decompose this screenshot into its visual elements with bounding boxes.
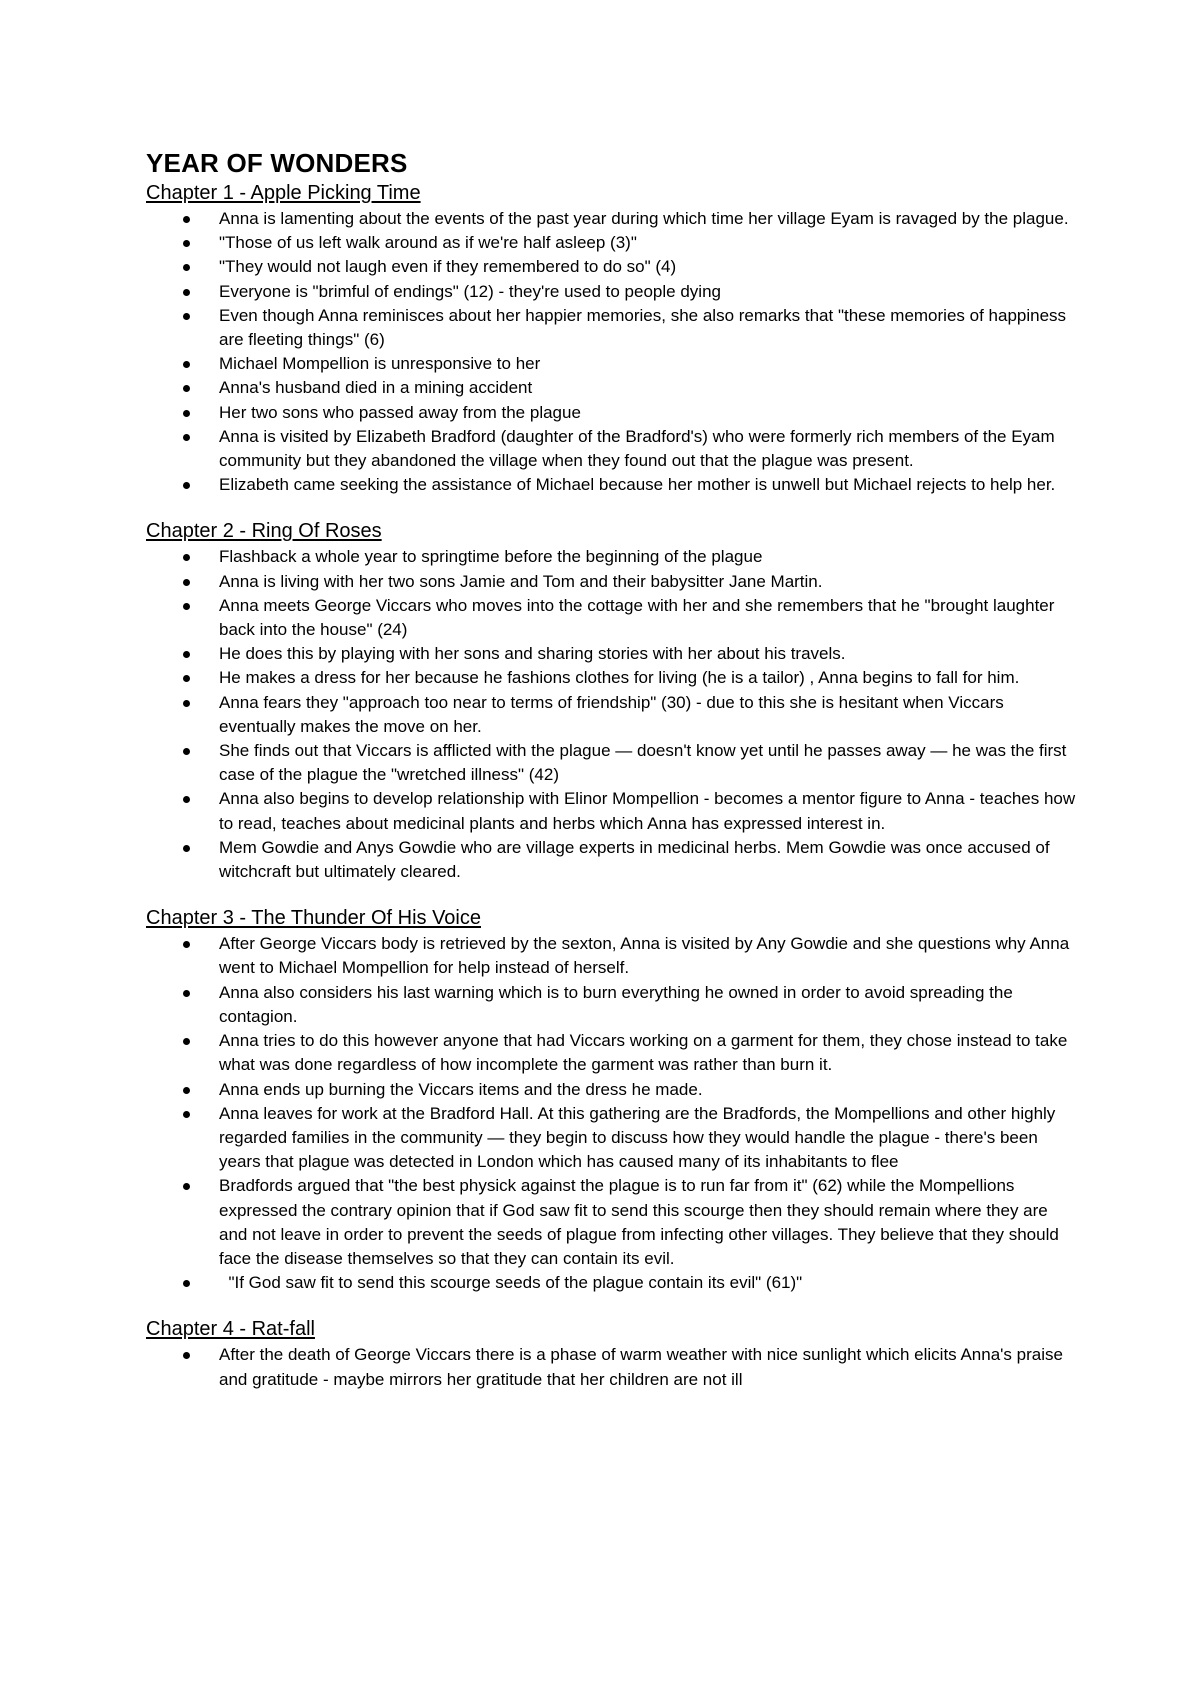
list-item-text: Anna fears they "approach too near to terms of friendship" (30) - due to this she is hesitant when Viccars eventually makes the move on her. bbox=[219, 692, 1004, 736]
list-item-text: After the death of George Viccars there is a phase of warm weather with nice sunlight which elicits Anna's praise and gratitude - maybe mirrors her gratitude that her children are not ill bbox=[219, 1345, 1063, 1389]
bullet-icon bbox=[183, 748, 190, 755]
list-item-text: Mem Gowdie and Anys Gowdie who are village experts in medicinal herbs. Mem Gowdie was once accused of witchcraft but ultimately cleared. bbox=[219, 837, 1050, 882]
bullet-icon bbox=[183, 434, 190, 441]
bullet-icon bbox=[183, 216, 190, 223]
list-item bbox=[146, 280, 1076, 304]
bullet-icon bbox=[183, 410, 190, 417]
bullet-icon bbox=[183, 313, 190, 320]
list-item-text: "If God saw fit to send this scourge seeds of the plague contain its evil" (61)" bbox=[219, 1273, 803, 1293]
list-item-text: Her two sons who passed away from the plague bbox=[219, 402, 581, 422]
list-item bbox=[146, 1343, 1076, 1391]
chapter-4 bbox=[146, 1316, 1076, 1391]
chapter-heading: Chapter 3 - The Thunder Of His Voice bbox=[146, 907, 481, 930]
bullet-icon bbox=[183, 579, 190, 586]
bullet-icon bbox=[183, 1183, 190, 1190]
list-item-text: Anna is living with her two sons Jamie and Tom and their babysitter Jane Martin. bbox=[219, 571, 823, 591]
list-item-text: Elizabeth came seeking the assistance of Michael because her mother is unwell but Michael rejects to help her. bbox=[219, 475, 1056, 495]
bullet-icon bbox=[183, 361, 190, 368]
bullet-icon bbox=[183, 554, 190, 561]
bullet-list bbox=[146, 207, 1076, 497]
bullet-icon bbox=[183, 1280, 190, 1287]
chapter-heading: Chapter 1 - Apple Picking Time bbox=[146, 182, 421, 204]
bullet-list bbox=[146, 932, 1076, 1295]
bullet-list bbox=[146, 545, 1076, 884]
chapter-2 bbox=[146, 518, 1076, 884]
list-item bbox=[146, 642, 1076, 666]
list-item-text: "They would not laugh even if they remembered to do so" (4) bbox=[219, 257, 677, 277]
list-item bbox=[146, 739, 1076, 787]
document-title: YEAR OF WONDERS bbox=[146, 148, 408, 178]
list-item-text: Michael Mompellion is unresponsive to her bbox=[219, 354, 541, 374]
bullet-icon bbox=[183, 990, 190, 997]
list-item bbox=[146, 932, 1076, 980]
list-item bbox=[146, 836, 1076, 884]
list-item bbox=[146, 1271, 1076, 1295]
list-item-text: He does this by playing with her sons and sharing stories with her about his travels. bbox=[219, 644, 846, 664]
bullet-icon bbox=[183, 651, 190, 658]
list-item bbox=[146, 1174, 1076, 1271]
list-item bbox=[146, 304, 1076, 352]
list-item-text: Anna also begins to develop relationship with Elinor Mompellion - becomes a mentor figure to Anna - teaches how to read, teaches about medicinal plants and herbs which Anna has expressed interest in. bbox=[219, 789, 1076, 833]
bullet-icon bbox=[183, 675, 190, 682]
bullet-icon bbox=[183, 1087, 190, 1094]
list-item bbox=[146, 231, 1076, 255]
bullet-icon bbox=[183, 385, 190, 392]
list-item bbox=[146, 401, 1076, 425]
list-item-text: Anna leaves for work at the Bradford Hall. At this gathering are the Bradfords, the Mompellions and other highly regarded families in the community — they begin to discuss how they would handle the plague - there's been years that plague was detected in London which has caused many of its inhabitants to flee bbox=[219, 1103, 1056, 1172]
list-item-text: Everyone is "brimful of endings" (12) - they're used to people dying bbox=[219, 281, 721, 301]
bullet-icon bbox=[183, 845, 190, 852]
list-item bbox=[146, 981, 1076, 1029]
list-item bbox=[146, 207, 1076, 231]
chapter-1 bbox=[146, 180, 1076, 497]
list-item bbox=[146, 255, 1076, 279]
list-item bbox=[146, 691, 1076, 739]
list-item bbox=[146, 473, 1076, 497]
bullet-icon bbox=[183, 796, 190, 803]
bullet-icon bbox=[183, 1038, 190, 1045]
bullet-icon bbox=[183, 1352, 190, 1359]
list-item-text: After George Viccars body is retrieved by the sexton, Anna is visited by Any Gowdie and she questions why Anna went to Michael Mompellion for help instead of herself. bbox=[219, 934, 1070, 978]
list-item bbox=[146, 1102, 1076, 1175]
list-item bbox=[146, 666, 1076, 690]
bullet-list bbox=[146, 1343, 1076, 1391]
list-item bbox=[146, 352, 1076, 376]
list-item bbox=[146, 594, 1076, 642]
list-item bbox=[146, 545, 1076, 569]
list-item bbox=[146, 570, 1076, 594]
chapter-heading: Chapter 4 - Rat-fall bbox=[146, 1318, 315, 1341]
list-item-text: Anna is visited by Elizabeth Bradford (daughter of the Bradford's) who were formerly rich members of the Eyam community but they abandoned the village when they found out that the plague was present. bbox=[219, 426, 1055, 471]
list-item-text: Even though Anna reminisces about her happier memories, she also remarks that "these memories of happiness are fleeting things" (6) bbox=[219, 305, 1067, 350]
chapter-3 bbox=[146, 905, 1076, 1295]
list-item-text: Anna is lamenting about the events of the past year during which time her village Eyam is ravaged by the plague. bbox=[219, 209, 1069, 228]
document-content bbox=[146, 146, 1076, 1392]
list-item-text: Flashback a whole year to springtime before the beginning of the plague bbox=[219, 547, 763, 567]
bullet-icon bbox=[183, 264, 190, 271]
list-item-text: Anna ends up burning the Viccars items and the dress he made. bbox=[219, 1079, 703, 1099]
list-item-text: She finds out that Viccars is afflicted with the plague — doesn't know yet until he passes away — he was the first case of the plague the "wretched illness" (42) bbox=[219, 741, 1067, 785]
list-item-text: Anna also considers his last warning which is to burn everything he owned in order to avoid spreading the contagion. bbox=[219, 982, 1013, 1026]
list-item bbox=[146, 425, 1076, 473]
bullet-icon bbox=[183, 700, 190, 707]
list-item-text: Bradfords argued that "the best physick against the plague is to run far from it" (62) while the Mompellions expressed the contrary opinion that if God saw fit to send this scourge then they should remain where they are and not leave in order to prevent the seeds of plague from infecting other villages. They believe that they should face the disease themselves so that they can contain its evil. bbox=[219, 1176, 1059, 1268]
list-item-text: Anna meets George Viccars who moves into the cottage with her and she remembers that he "brought laughter back into the house" (24) bbox=[219, 595, 1055, 640]
bullet-icon bbox=[183, 941, 190, 948]
list-item-text: "Those of us left walk around as if we're half asleep (3)" bbox=[219, 233, 637, 253]
list-item bbox=[146, 1029, 1076, 1077]
list-item-text: Anna's husband died in a mining accident bbox=[219, 378, 533, 398]
list-item bbox=[146, 1078, 1076, 1102]
bullet-icon bbox=[183, 240, 190, 247]
list-item-text: Anna tries to do this however anyone that had Viccars working on a garment for them, they chose instead to take what was done regardless of how incomplete the garment was rather than burn it. bbox=[219, 1031, 1068, 1075]
chapter-heading: Chapter 2 - Ring Of Roses bbox=[146, 520, 382, 543]
bullet-icon bbox=[183, 1111, 190, 1118]
bullet-icon bbox=[183, 482, 190, 489]
bullet-icon bbox=[183, 289, 190, 296]
list-item-text: He makes a dress for her because he fashions clothes for living (he is a tailor) , Anna begins to fall for him. bbox=[219, 668, 1020, 688]
list-item bbox=[146, 787, 1076, 835]
bullet-icon bbox=[183, 603, 190, 610]
list-item bbox=[146, 376, 1076, 400]
